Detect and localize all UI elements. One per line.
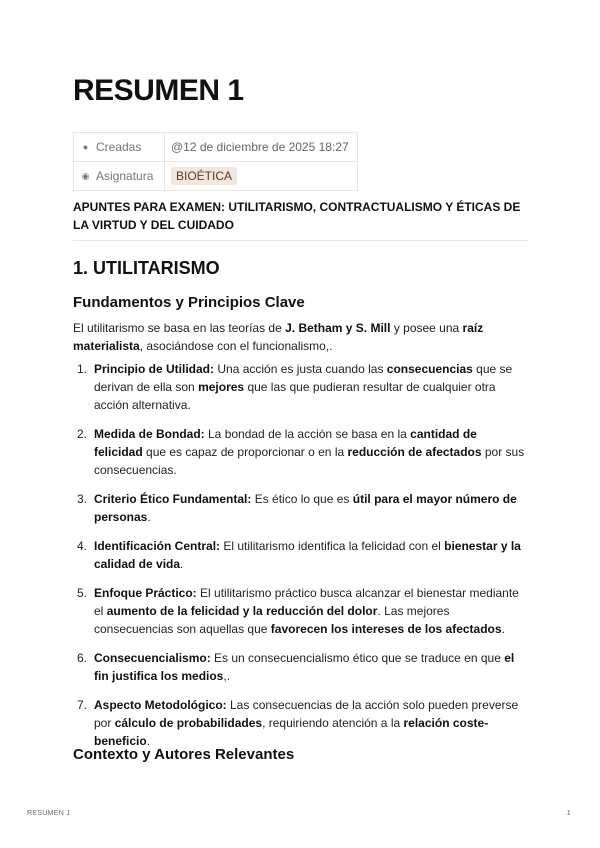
bold-text: Medida de Bondad:: [94, 427, 205, 441]
text-run: Una acción es justa cuando las: [214, 362, 387, 376]
text-run: ,.: [223, 669, 231, 683]
bold-text: Criterio Ético Fundamental:: [94, 492, 252, 506]
subsection-heading-contexto: Contexto y Autores Relevantes: [73, 746, 295, 763]
bold-text: Identificación Central:: [94, 539, 221, 553]
text-run: .: [146, 734, 151, 748]
property-key: [74, 162, 165, 191]
list-item: [73, 649, 528, 685]
list-item: [73, 490, 528, 526]
text-run: Es ético lo que es: [251, 492, 353, 506]
list-number: 5.: [77, 586, 88, 600]
list-item: [73, 537, 528, 573]
property-row-subject: [74, 162, 358, 191]
select-icon: ◉: [81, 171, 90, 181]
text-run: , asociándose con el funcionalismo,.: [139, 339, 333, 353]
text-run: .: [180, 557, 184, 571]
bold-text: reducción de afectados: [347, 445, 482, 459]
text-run: que las que pudieran resultar de cualquier otra acción alternativa.: [94, 380, 496, 412]
bold-text: J. Betham y S. Mill: [285, 321, 391, 335]
list-number: 3.: [77, 492, 88, 506]
subject-tag[interactable]: BIOÉTICA: [171, 167, 237, 185]
property-value-date[interactable]: @12 de diciembre de 2025 18:27: [165, 133, 358, 162]
list-number: 2.: [77, 427, 88, 441]
text-run: por sus consecuencias.: [94, 445, 525, 477]
text-run: . Las mejores consecuencias son aquellas que: [94, 604, 450, 636]
list-item: [73, 584, 528, 638]
principles-list: [73, 360, 528, 750]
text-run: El utilitarismo se basa en las teorías de: [73, 321, 286, 335]
bold-text: consecuencias: [386, 362, 473, 376]
list-item: [73, 425, 528, 479]
page-number: 1: [566, 810, 571, 817]
text-run: Las consecuencias de la acción solo pueden preverse por: [94, 698, 519, 730]
bold-text: cálculo de probabilidades: [114, 716, 263, 730]
clock-icon: ●: [82, 142, 89, 152]
text-run: El utilitarismo práctico busca alcanzar el bienestar mediante el: [94, 586, 519, 618]
bold-text: raíz materialista: [73, 321, 484, 353]
bold-text: relación coste-beneficio: [94, 716, 489, 748]
document-subtitle: APUNTES PARA EXAMEN: UTILITARISMO, CONTRACTUALISMO Y ÉTICAS DE LA VIRTUD Y DEL CUIDADO: [73, 200, 521, 232]
section-heading-utilitarismo: 1. UTILITARISMO: [73, 258, 220, 278]
text-run: y posee una: [390, 321, 463, 335]
bold-text: Enfoque Práctico:: [94, 586, 197, 600]
property-row-created: [74, 133, 358, 162]
text-run: El utilitarismo identifica la felicidad con el: [220, 539, 445, 553]
bold-text: cantidad de felicidad: [94, 427, 477, 459]
bold-text: Principio de Utilidad:: [94, 362, 215, 376]
bold-text: bienestar y la calidad de vida: [94, 539, 521, 571]
bold-text: mejores: [198, 380, 245, 394]
bold-text: Consecuencialismo:: [94, 651, 211, 665]
divider: [73, 240, 528, 241]
bold-text: el fin justifica los medios: [94, 651, 515, 683]
footer-title: RESUMEN 1: [27, 810, 71, 817]
text-run: , requiriendo atención a la: [262, 716, 404, 730]
list-number: 6.: [77, 651, 88, 665]
text-run: .: [501, 622, 505, 636]
text-run: Es un consecuencialismo ético que se traduce en que: [210, 651, 505, 665]
property-value-subject[interactable]: [165, 162, 358, 191]
bold-text: aumento de la felicidad y la reducción del dolor: [106, 604, 378, 618]
text-run: La bondad de la acción se basa en la: [204, 427, 411, 441]
text-run: que es capaz de proporcionar o en la: [142, 445, 348, 459]
list-number: 7.: [77, 698, 88, 712]
list-item: [73, 696, 528, 750]
text-run: .: [147, 510, 151, 524]
bold-text: Aspecto Metodológico:: [94, 698, 227, 712]
property-label: Creadas: [96, 140, 142, 154]
page-title: RESUMEN 1: [73, 74, 244, 107]
bold-text: útil para el mayor número de personas: [94, 492, 517, 524]
bold-text: favorecen los intereses de los afectados: [270, 622, 502, 636]
list-number: 1.: [77, 362, 88, 376]
text-run: que se derivan de ella son: [94, 362, 513, 394]
intro-paragraph: [73, 319, 528, 355]
property-label: Asignatura: [96, 169, 154, 183]
properties-table: [73, 132, 358, 191]
list-item: [73, 360, 528, 414]
property-key: [74, 133, 165, 162]
subsection-heading-fundamentos: Fundamentos y Principios Clave: [73, 294, 305, 311]
list-number: 4.: [77, 539, 88, 553]
